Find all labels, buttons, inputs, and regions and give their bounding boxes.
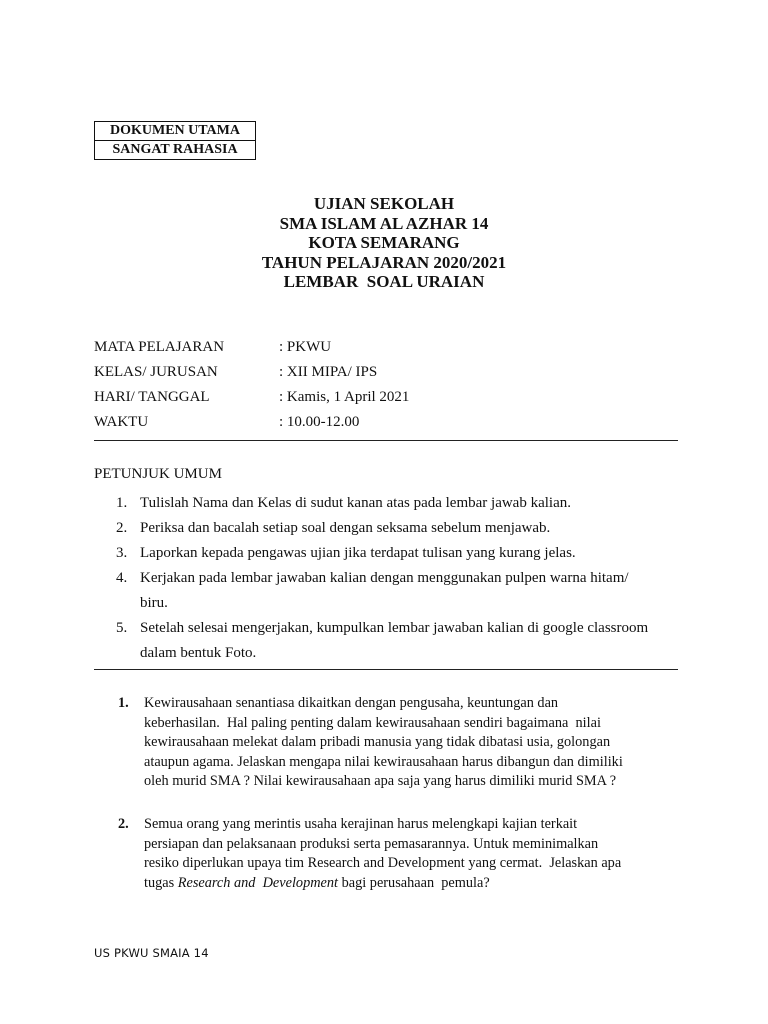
exam-title [0,194,768,292]
question-text [118,815,666,893]
info-row-date [94,389,678,414]
question-2 [118,815,666,893]
instruction-text: Periksa dan bacalah setiap soal dengan seksama sebelum menjawab. [140,520,551,536]
instruction-number: 1. [116,495,128,511]
info-row-subject [94,339,678,364]
title-line-1: UJIAN SEKOLAH [313,194,455,213]
info-label: KELAS/ JURUSAN [94,364,218,380]
doc-box-line-1: DOKUMEN UTAMA [109,123,240,138]
instruction-number: 3. [116,545,128,561]
instruction-text: Tulislah Nama dan Kelas di sudut kanan atas pada lembar jawab kalian. [140,495,571,511]
question-line: ataupun agama. Jelaskan mengapa nilai kewirausahaan harus dibangun dan dimiliki [144,753,623,770]
question-line: resiko diperlukan upaya tim Research and Development yang cermat. Jelaskan apa [144,855,622,871]
document-classification-box [94,121,256,160]
info-row-time [94,414,678,439]
question-1 [118,694,666,792]
question-number: 2. [118,816,129,832]
instruction-item [94,491,684,516]
title-line-4: TAHUN PELAJARAN 2020/2021 [261,252,507,272]
question-text-italic: Research and Development [177,874,339,891]
page-footer: US PKWU SMAIA 14 [94,946,209,960]
instruction-text-line-2: dalam bentuk Foto. [140,645,257,661]
instruction-text-line-1: Setelah selesai mengerjakan, kumpulkan lembar jawaban kalian di google classroom [140,620,649,636]
instruction-text: Laporkan kepada pengawas ujian jika terdapat tulisan yang kurang jelas. [140,545,576,561]
instruction-item [94,616,684,666]
instruction-number: 2. [116,520,128,536]
general-instructions [94,466,684,666]
doc-box-line-2: SANGAT RAHASIA [95,140,255,159]
question-text [118,694,666,792]
info-label: MATA PELAJARAN [94,339,225,355]
title-line-3: KOTA SEMARANG [308,233,460,252]
divider-line [94,669,678,670]
instruction-text-line-2: biru. [140,595,168,611]
info-label: HARI/ TANGGAL [94,389,210,405]
info-value: : XII MIPA/ IPS [279,364,378,380]
instructions-title: PETUNJUK UMUM [94,466,222,482]
info-label: WAKTU [94,414,149,430]
instruction-item [94,566,684,616]
instruction-number: 4. [116,570,128,586]
question-line: oleh murid SMA ? Nilai kewirausahaan apa saja yang harus dimiliki murid SMA ? [144,773,617,789]
info-row-class [94,364,678,389]
question-text-prefix: tugas [144,874,178,891]
question-number: 1. [118,695,129,711]
question-line: keberhasilan. Hal paling penting dalam kewirausahaan sendiri bagaimana nilai [144,714,601,731]
instruction-number: 5. [116,620,128,636]
question-text-suffix: bagi perusahaan pemula? [338,874,490,891]
instruction-item [94,541,684,566]
info-value: : 10.00-12.00 [279,414,360,430]
title-line-5: LEMBAR SOAL URAIAN [283,272,485,291]
info-value: : Kamis, 1 April 2021 [279,389,410,405]
question-line: persiapan dan pelaksanaan produksi serta pemasarannya. Untuk meminimalkan [144,835,599,852]
question-line: Kewirausahaan senantiasa dikaitkan dengan pengusaha, keuntungan dan [144,695,559,711]
instruction-item [94,516,684,541]
info-value: : PKWU [279,339,332,355]
question-line: kewirausahaan melekat dalam pribadi manusia yang tidak dibatasi usia, golongan [144,734,611,750]
exam-info [94,339,678,439]
title-line-2: SMA ISLAM AL AZHAR 14 [279,213,489,233]
instruction-text-line-1: Kerjakan pada lembar jawaban kalian dengan menggunakan pulpen warna hitam/ [140,570,629,586]
question-line: Semua orang yang merintis usaha kerajinan harus melengkapi kajian terkait [144,816,578,832]
divider-line [94,440,678,441]
question-line-last [144,874,666,894]
